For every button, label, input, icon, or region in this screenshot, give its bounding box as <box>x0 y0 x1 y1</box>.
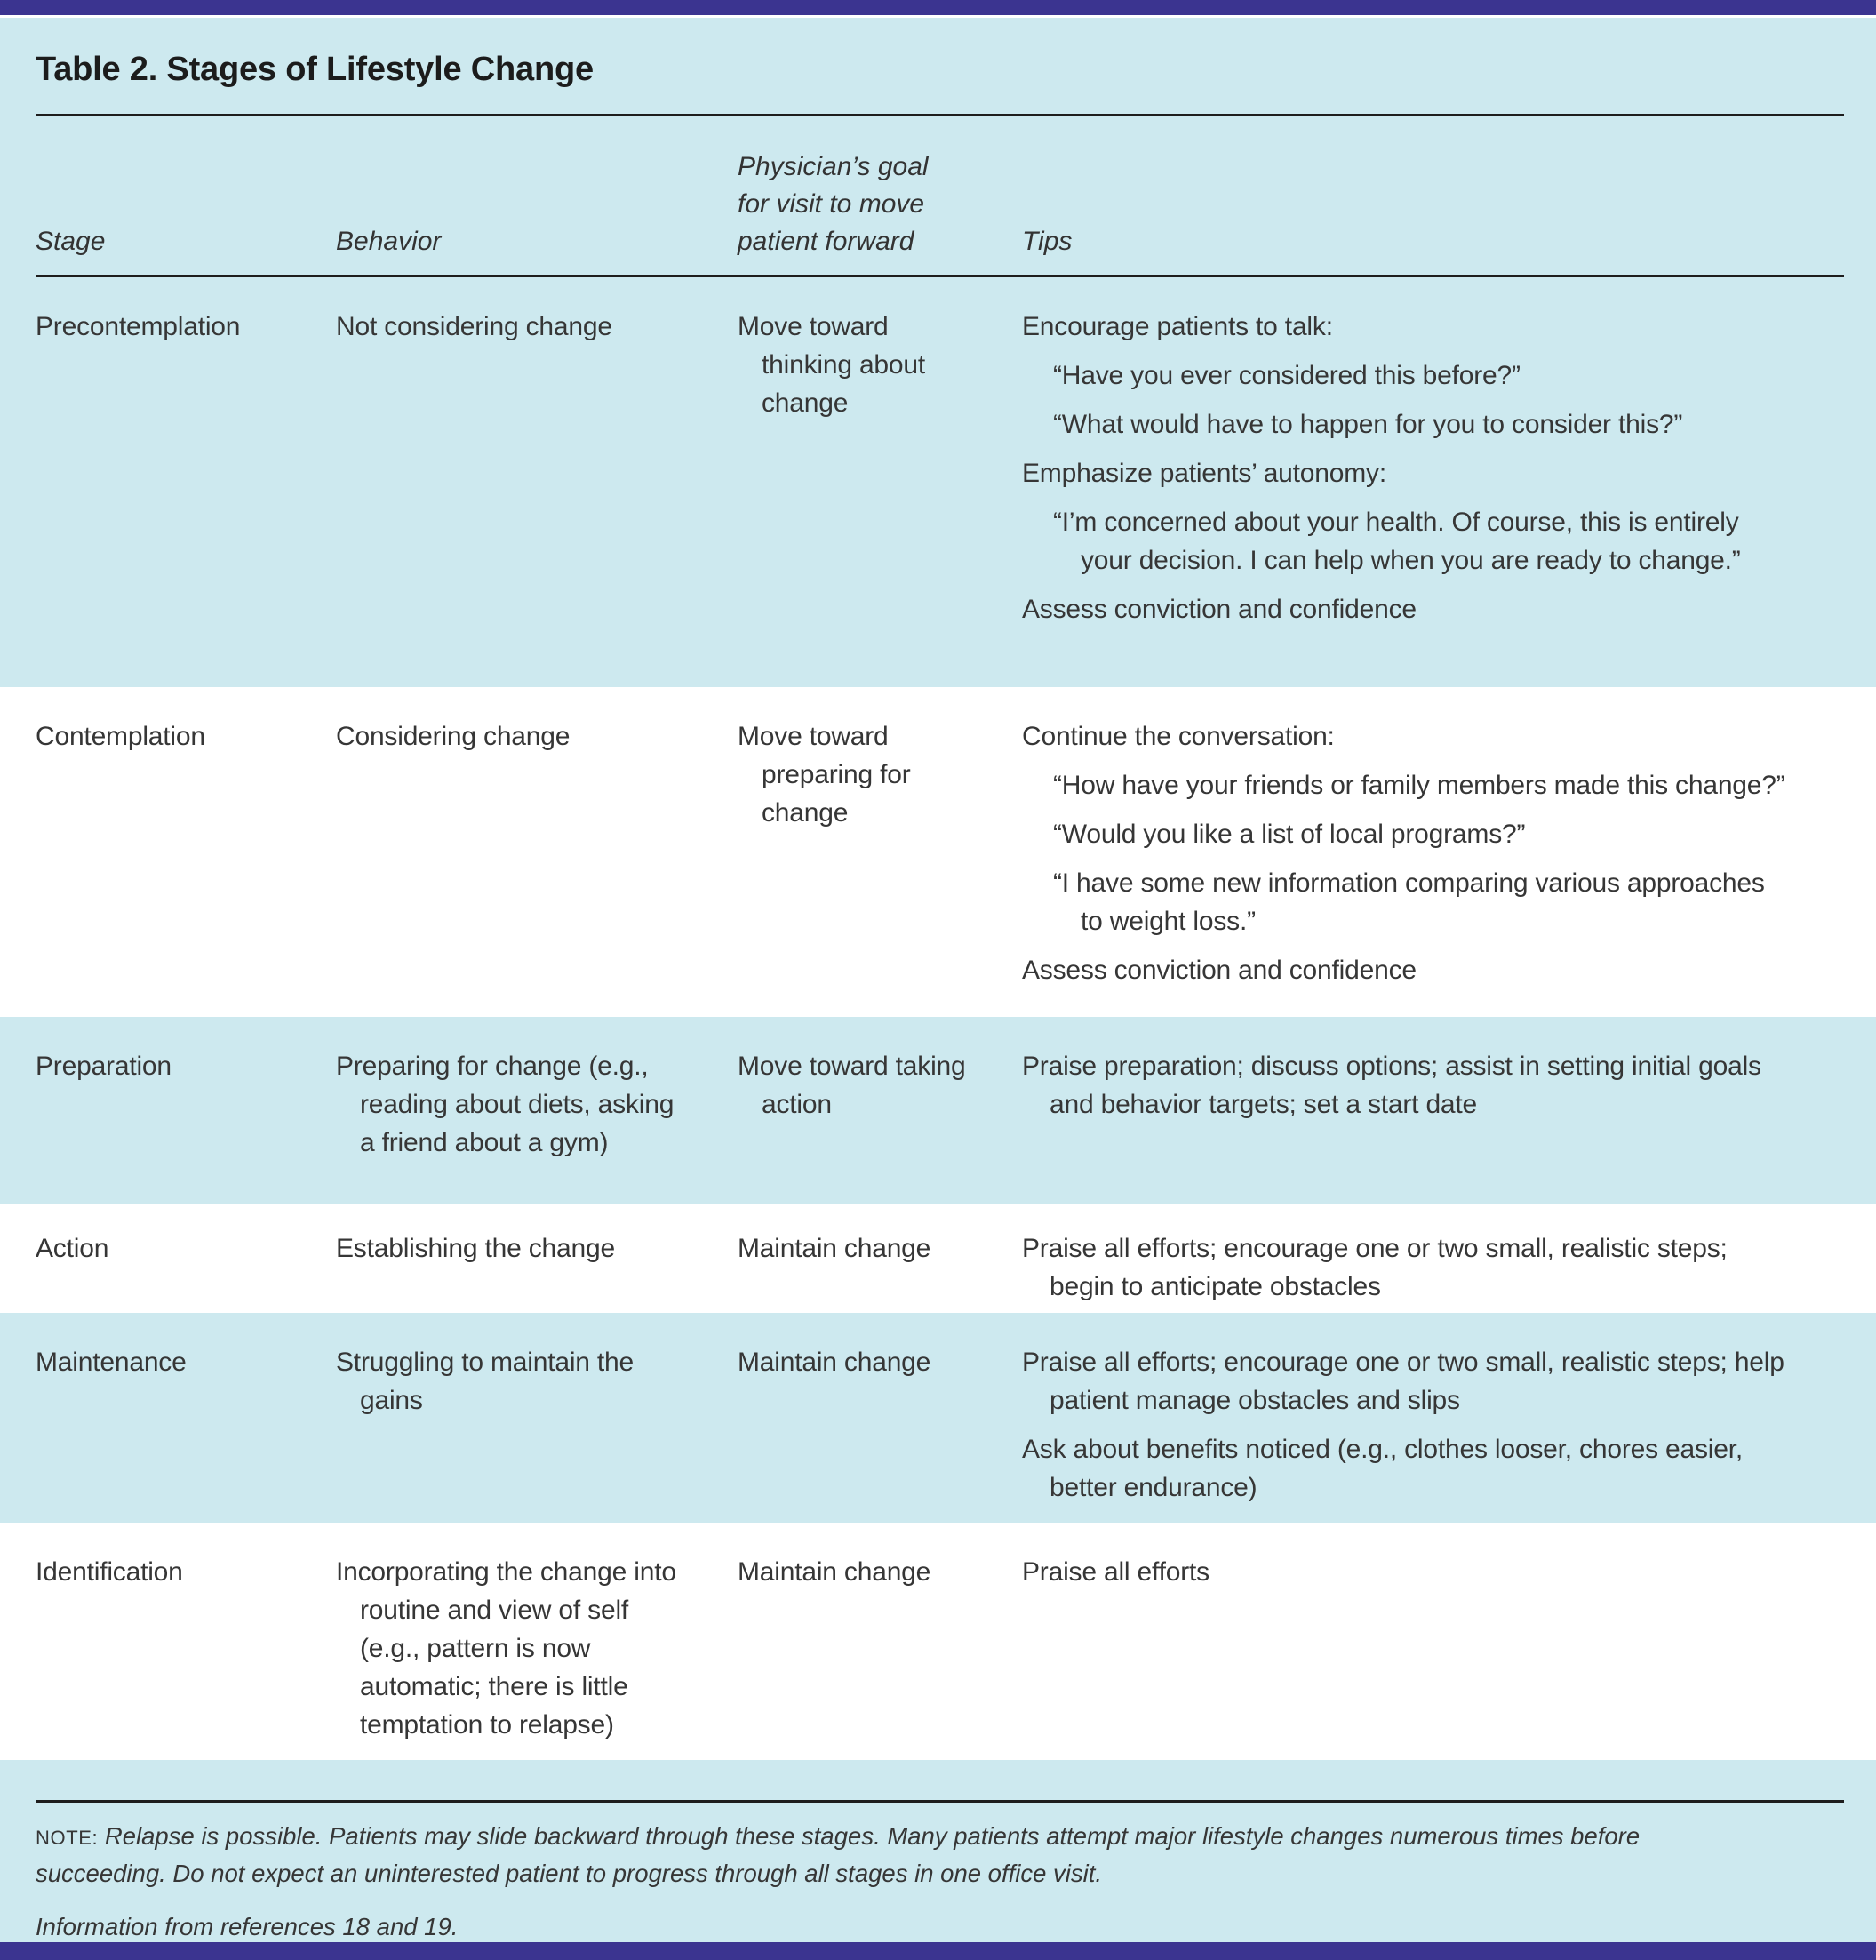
tip-item: Assess conviction and confidence <box>1022 595 1417 624</box>
goal-text: Move toward taking action <box>738 1052 966 1119</box>
tip-item-quote: “I’m concerned about your health. Of course, this is entirely your decision. I can help when you are ready to change.” <box>1053 508 1741 575</box>
tip-item-quote: “I have some new information comparing various approaches to weight loss.” <box>1053 868 1765 936</box>
stage-cell: Identification <box>36 1557 183 1587</box>
goal-cell <box>738 308 1022 671</box>
behavior-text: Struggling to maintain the gains <box>336 1348 635 1415</box>
tip-item: Praise preparation; discuss options; assist in setting initial goals and behavior targets; set a start date <box>1022 1052 1761 1119</box>
tips-cell <box>1022 1229 1788 1306</box>
goal-text: Maintain change <box>738 1348 931 1377</box>
tip-item: Praise all efforts; encourage one or two small, realistic steps; help patient manage obstacles and slips <box>1022 1348 1784 1415</box>
goal-text: Move toward preparing for change <box>738 722 911 828</box>
behavior-text: Establishing the change <box>336 1234 615 1263</box>
tip-item-quote: “Would you like a list of local programs?” <box>1053 820 1526 849</box>
tip-item: Emphasize patients’ autonomy: <box>1022 459 1386 488</box>
stage-cell: Preparation <box>36 1052 172 1081</box>
table-row-contemplation <box>0 687 1876 1017</box>
column-header-goal: Physician’s goal for visit to move patient forward <box>738 152 929 256</box>
behavior-text: Considering change <box>336 722 571 751</box>
table-header-row <box>0 148 1876 275</box>
tips-cell <box>1022 308 1788 671</box>
tip-item: Ask about benefits noticed (e.g., clothes looser, chores easier, better endurance) <box>1022 1435 1744 1502</box>
tip-item: Encourage patients to talk: <box>1022 312 1333 341</box>
tips-cell <box>1022 1343 1788 1507</box>
behavior-cell <box>336 1229 738 1306</box>
table-footnotes <box>0 1760 1876 1942</box>
table-panel <box>0 18 1876 1942</box>
note-paragraph <box>36 1819 1733 1892</box>
tips-cell <box>1022 717 1788 1001</box>
tips-cell <box>1022 1553 1788 1744</box>
tip-item-quote: “Have you ever considered this before?” <box>1053 361 1521 390</box>
table-row-identification <box>0 1523 1876 1760</box>
table-row-precontemplation <box>0 277 1876 687</box>
tip-item: Praise all efforts <box>1022 1557 1209 1587</box>
behavior-text: Incorporating the change into routine and view of self (e.g., pattern is now automatic; there is little temptation to relapse) <box>336 1557 676 1740</box>
goal-cell <box>738 717 1022 1001</box>
tip-item: Assess conviction and confidence <box>1022 956 1417 985</box>
behavior-text: Preparing for change (e.g., reading about diets, asking a friend about a gym) <box>336 1052 675 1157</box>
goal-cell <box>738 1343 1022 1507</box>
behavior-cell <box>336 1553 738 1744</box>
source-text: Information from references 18 and 19. <box>36 1913 459 1940</box>
footnote-divider <box>36 1800 1844 1803</box>
goal-cell <box>738 1553 1022 1744</box>
stage-cell: Precontemplation <box>36 312 241 341</box>
goal-cell <box>738 1047 1022 1188</box>
table-row-action <box>0 1204 1876 1313</box>
column-header-tips: Tips <box>1022 227 1073 256</box>
tip-item-quote: “How have your friends or family members made this change?” <box>1053 771 1785 800</box>
goal-text: Move toward thinking about change <box>738 312 926 418</box>
bottom-accent-bar <box>0 1942 1876 1960</box>
column-header-behavior: Behavior <box>336 227 442 256</box>
table-row-preparation <box>0 1017 1876 1204</box>
top-accent-bar <box>0 0 1876 15</box>
behavior-text: Not considering change <box>336 312 612 341</box>
goal-cell <box>738 1229 1022 1306</box>
column-header-stage: Stage <box>36 227 106 256</box>
tip-item-quote: “What would have to happen for you to consider this?” <box>1053 410 1683 439</box>
behavior-cell <box>336 1047 738 1188</box>
behavior-cell <box>336 1343 738 1507</box>
tips-cell <box>1022 1047 1788 1188</box>
stage-cell: Action <box>36 1234 109 1263</box>
note-text: Relapse is possible. Patients may slide backward through these stages. Many patients attempt major lifestyle changes numerous times before succeeding. Do not expect an uninterested patient to progress through all stages in one office visit. <box>36 1822 1641 1887</box>
tip-item: Praise all efforts; encourage one or two small, realistic steps; begin to anticipate obstacles <box>1022 1234 1728 1301</box>
stage-cell: Contemplation <box>36 722 205 751</box>
behavior-cell <box>336 308 738 671</box>
table-title: Table 2. Stages of Lifestyle Change <box>36 51 594 88</box>
stage-cell: Maintenance <box>36 1348 187 1377</box>
title-divider <box>36 114 1844 116</box>
tip-item: Continue the conversation: <box>1022 722 1335 751</box>
note-label: NOTE: <box>36 1827 99 1849</box>
table-row-maintenance <box>0 1313 1876 1523</box>
goal-text: Maintain change <box>738 1234 931 1263</box>
behavior-cell <box>336 717 738 1001</box>
goal-text: Maintain change <box>738 1557 931 1587</box>
